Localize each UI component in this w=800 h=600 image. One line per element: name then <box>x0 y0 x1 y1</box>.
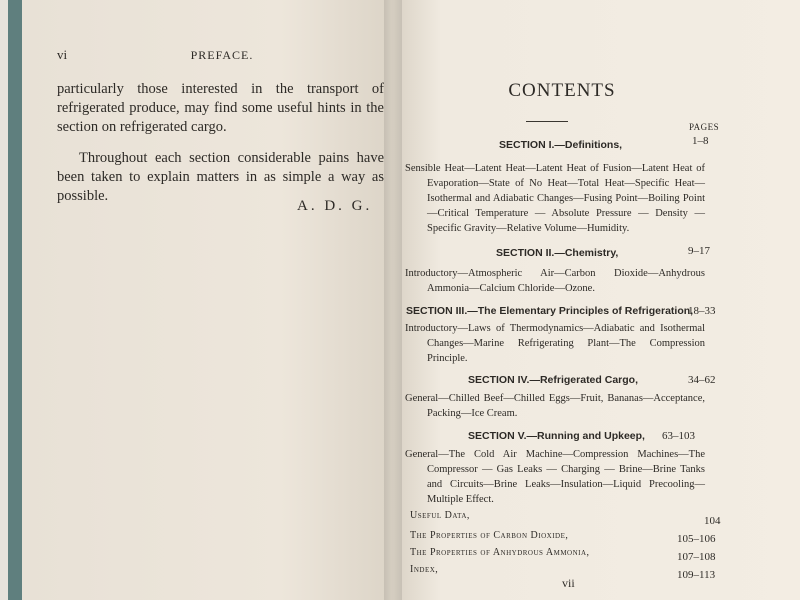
section-heading: SECTION V.—Running and Upkeep, <box>468 430 645 442</box>
misc-entry-pages: 107–108 <box>677 551 716 563</box>
misc-entry-pages: 105–106 <box>677 533 716 545</box>
right-page-number: vii <box>562 576 575 590</box>
preface-paragraph: particularly those interested in the transport of refrigerated produce, may find some useful hints in the section on refrigerated cargo. <box>57 81 384 135</box>
title-rule <box>526 121 568 122</box>
section-description: Sensible Heat—Latent Heat—Latent Heat of Fusion—Latent Heat of Evaporation—State of No Heat—Total Heat—Specific Heat—Isothermal and Adiabatic Changes—Fusing Point—Boiling Point—Critical Temperature — Absolute Pressure — Density — Specific Gravity—Relative Volume—Humidity. <box>405 163 705 234</box>
misc-entry-pages: 104 <box>704 515 721 527</box>
section-pages: 63–103 <box>662 430 695 442</box>
section-pages: 9–17 <box>688 245 710 257</box>
section-heading: SECTION I.—Definitions, <box>499 139 623 151</box>
misc-entry-label: Useful Data, <box>410 510 470 521</box>
misc-entry-label: The Properties of Carbon Dioxide, <box>410 530 569 541</box>
misc-entry-label: The Properties of Anhydrous Ammonia, <box>410 547 590 558</box>
section-description: Introductory—Laws of Thermodynamics—Adiabatic and Isothermal Changes—Marine Refrigerating Plant—The Compression Principle. <box>405 323 705 364</box>
section-pages: 1–8 <box>692 135 709 147</box>
left-page <box>22 0 392 600</box>
author-signature: A. D. G. <box>297 198 373 214</box>
section-heading: SECTION II.—Chemistry, <box>496 247 619 259</box>
misc-entry-pages: 109–113 <box>677 569 716 581</box>
misc-entry-label: Index, <box>410 564 439 575</box>
right-page <box>392 0 800 600</box>
section-description: General—The Cold Air Machine—Compression Machines—The Compressor — Gas Leaks — Charging — Brine—Brine Tanks and Circuits—Brine Leaks—Insulation—Liquid Precooling—Multiple Effect. <box>405 449 705 505</box>
book-gutter <box>384 0 402 600</box>
contents-title: CONTENTS <box>508 80 616 101</box>
preface-paragraph: Throughout each section considerable pains have been taken to explain matters in as simple a way as possible. <box>57 150 384 204</box>
left-page-number: vi <box>57 47 68 62</box>
section-description: General—Chilled Beef—Chilled Eggs—Fruit, Bananas—Acceptance, Packing—Ice Cream. <box>405 393 705 419</box>
section-heading: SECTION IV.—Refrigerated Cargo, <box>468 374 638 386</box>
section-pages: 34–62 <box>688 374 716 386</box>
section-heading: SECTION III.—The Elementary Principles of Refrigeration, <box>406 305 694 317</box>
running-head-title: PREFACE. <box>190 48 254 62</box>
pages-column-label: PAGES <box>689 122 720 132</box>
section-description: Introductory—Atmospheric Air—Carbon Dioxide—Anhydrous Ammonia—Calcium Chloride—Ozone. <box>405 268 705 294</box>
section-pages: 18–33 <box>688 305 716 317</box>
